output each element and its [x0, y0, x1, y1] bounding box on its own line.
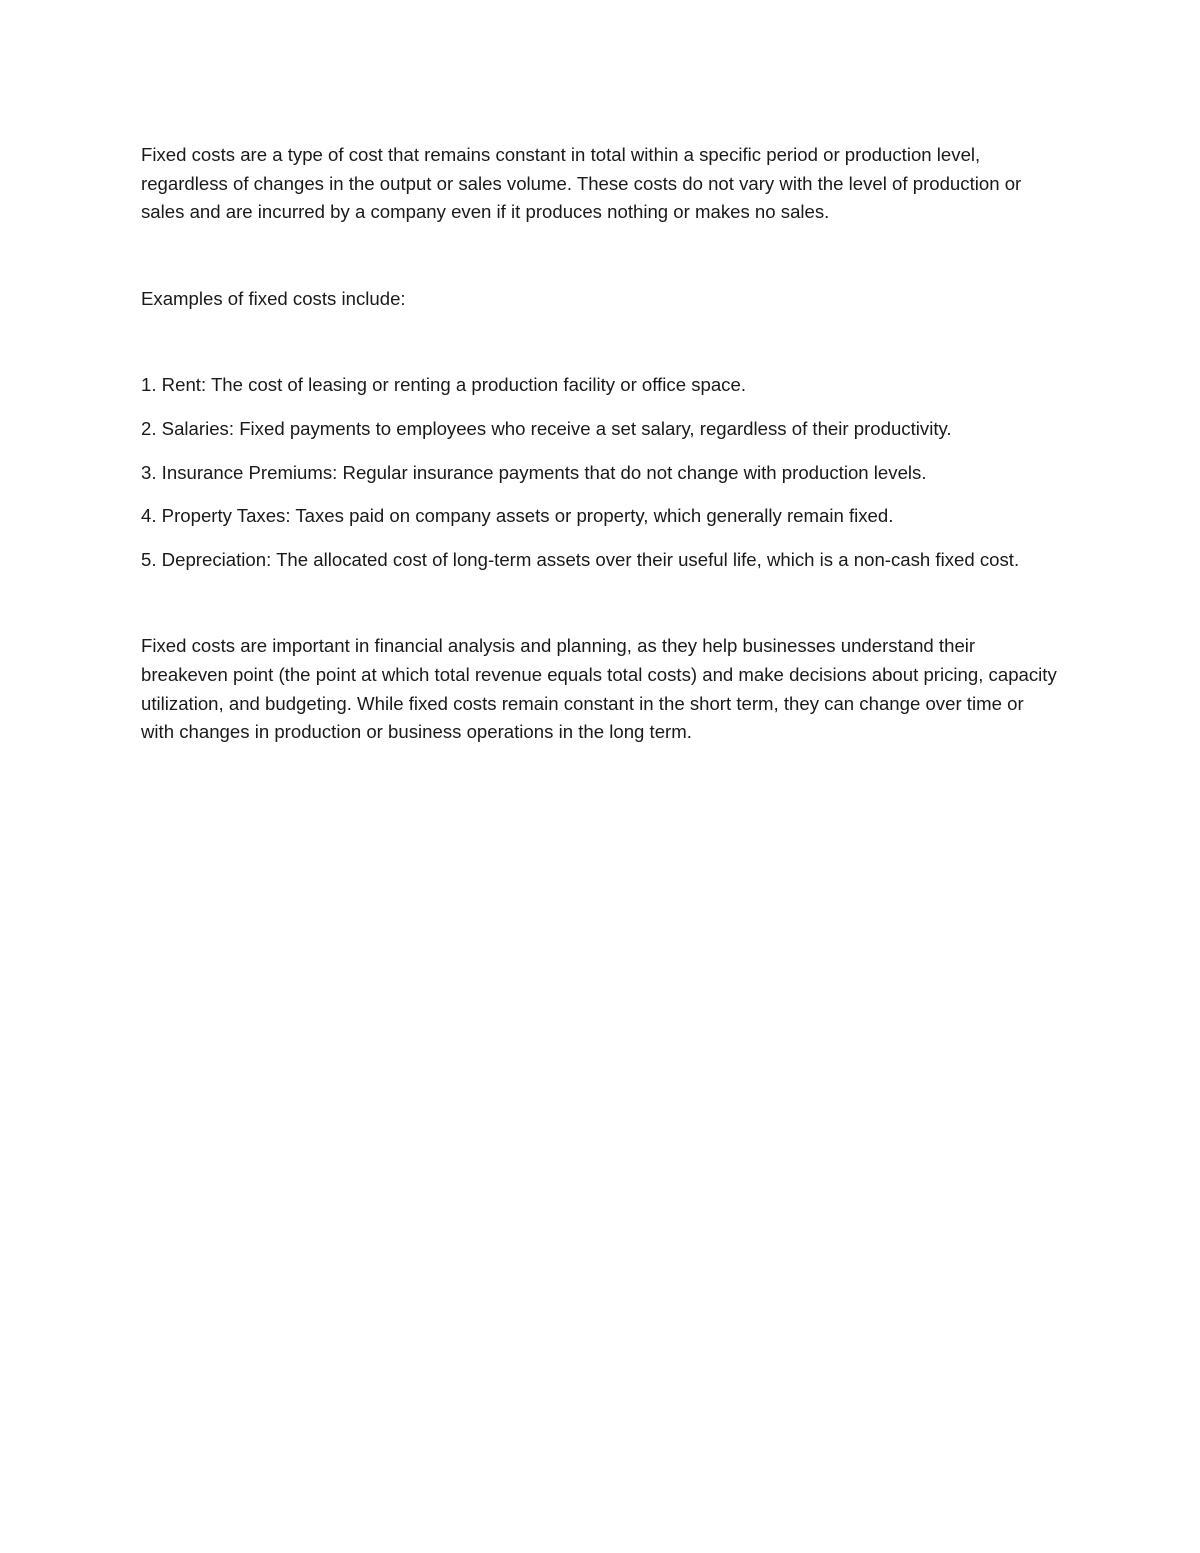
list-item-number: 1.	[141, 374, 157, 396]
list-item-number: 3.	[141, 461, 157, 483]
list-item	[141, 371, 1059, 400]
conclusion-paragraph: Fixed costs are important in financial analysis and planning, as they help businesses understand their breakeven point (the point at which total revenue equals total costs) and make decisions about pricing, capacity utilization, and budgeting. While fixed costs remain constant in the short term, they can change over time or with changes in production or business operations in the long term.	[141, 635, 1057, 743]
intro-paragraph: Fixed costs are a type of cost that remains constant in total within a specific period or production level, regardless of changes in the output or sales volume. These costs do not vary with the level of production or sales and are incurred by a company even if it produces nothing or makes no sales.	[141, 144, 1022, 223]
examples-heading: Examples of fixed costs include:	[141, 287, 406, 309]
list-item-number: 5.	[141, 548, 157, 570]
document-body	[141, 141, 1059, 747]
list-item-number: 2.	[141, 417, 157, 439]
list-item-number: 4.	[141, 505, 157, 527]
list-item-text: Depreciation: The allocated cost of long-term assets over their useful life, which is a non-cash fixed cost.	[156, 548, 1020, 570]
list-item-text: Rent: The cost of leasing or renting a production facility or office space.	[156, 374, 746, 396]
list-item	[141, 546, 1059, 575]
list-item	[141, 459, 1059, 488]
list-item-text: Property Taxes: Taxes paid on company assets or property, which generally remain fixed.	[156, 505, 894, 527]
examples-list	[141, 371, 1059, 574]
list-item-text: Salaries: Fixed payments to employees who receive a set salary, regardless of their productivity.	[156, 417, 952, 439]
list-item	[141, 415, 1059, 444]
list-item-text: Insurance Premiums: Regular insurance payments that do not change with production levels.	[156, 461, 927, 483]
list-item	[141, 502, 1059, 531]
